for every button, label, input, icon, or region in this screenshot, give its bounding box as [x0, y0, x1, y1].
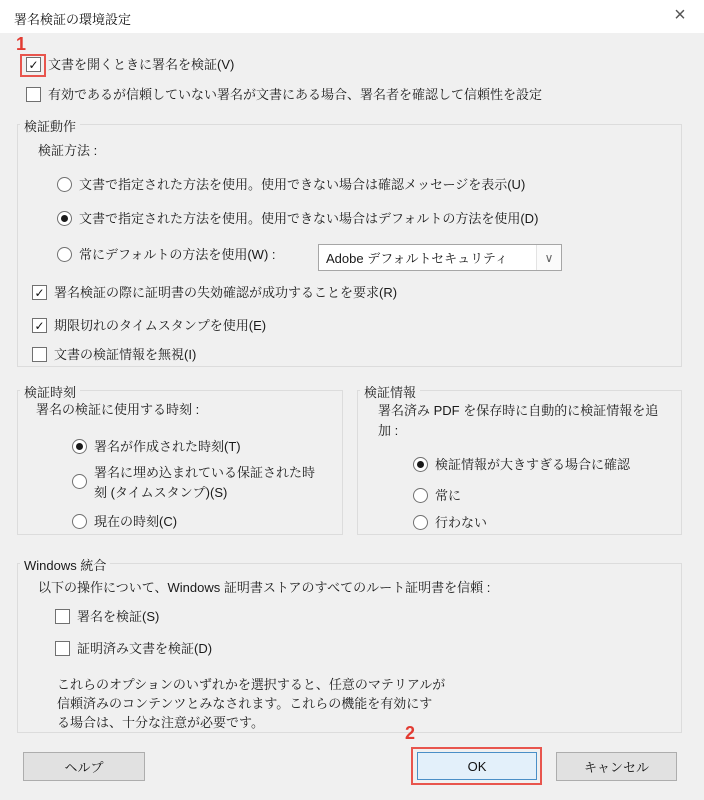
confirm-signer-checkbox[interactable] — [26, 87, 41, 102]
radio-time-current-label: 現在の時刻(C) — [94, 514, 178, 529]
checkbox-require-revocation-label: 署名検証の際に証明書の失効確認が成功することを要求(R) — [54, 285, 398, 300]
radio-use-document-method-default-row — [57, 210, 538, 227]
radio-info-always-label: 常に — [435, 488, 462, 503]
verify-on-open-checkbox[interactable] — [26, 57, 41, 72]
checkbox-expired-timestamps[interactable] — [32, 318, 47, 333]
confirm-signer-row — [26, 86, 542, 103]
chevron-down-icon: ∨ — [536, 245, 561, 270]
check-icon: ✓ — [34, 318, 45, 333]
radio-info-ask-too-big-row — [413, 456, 630, 473]
check-icon: ✓ — [28, 57, 39, 72]
radio-use-document-method-prompt-label: 文書で指定された方法を使用。使用できない場合は確認メッセージを表示(U) — [79, 177, 526, 192]
radio-use-document-method-prompt-row — [57, 176, 525, 193]
warning-text-line-1: これらのオプションのいずれかを選択すると、任意のマテリアルが — [57, 677, 446, 692]
radio-use-document-method-default[interactable] — [57, 211, 72, 226]
titlebar — [0, 0, 704, 33]
radio-time-embedded-label: 署名に埋め込まれている保証された時刻 (タイムスタンプ)(S) — [94, 465, 316, 500]
checkbox-require-revocation-row — [32, 284, 397, 301]
checkbox-ignore-validation-info-row — [32, 346, 196, 363]
close-button[interactable] — [658, 0, 702, 30]
verification-method-label: 検証方法 : — [38, 143, 98, 158]
group-verification-info-legend: 検証情報 — [360, 382, 420, 401]
windows-intro-label: 以下の操作について、Windows 証明書ストアのすべてのルート証明書を信頼 : — [38, 580, 491, 595]
radio-info-never[interactable] — [413, 515, 428, 530]
radio-info-ask-too-big-label: 検証情報が大きすぎる場合に確認 — [435, 457, 631, 472]
group-verification-behavior-legend: 検証動作 — [20, 116, 80, 135]
verify-on-open-label: 文書を開くときに署名を検証(V) — [48, 57, 235, 72]
annotation-number-2: 2 — [405, 723, 416, 743]
radio-time-current[interactable] — [72, 514, 87, 529]
close-icon: × — [674, 4, 686, 26]
checkbox-validate-certified-label: 証明済み文書を検証(D) — [77, 641, 213, 656]
info-intro-label: 署名済み PDF を保存時に自動的に検証情報を追加 : — [378, 403, 659, 438]
checkbox-ignore-validation-info-label: 文書の検証情報を無視(I) — [54, 347, 197, 362]
checkbox-validate-signatures-label: 署名を検証(S) — [77, 609, 160, 624]
cancel-button[interactable]: キャンセル — [556, 752, 677, 781]
check-icon: ✓ — [34, 285, 45, 300]
default-security-dropdown[interactable] — [318, 244, 562, 271]
radio-always-default-method[interactable] — [57, 247, 72, 262]
warning-text-line-2: 信頼済みのコンテンツとみなされます。これらの機能を有効にす — [57, 696, 433, 711]
radio-time-signed-row — [72, 438, 241, 455]
checkbox-validate-certified[interactable] — [55, 641, 70, 656]
radio-info-always[interactable] — [413, 488, 428, 503]
checkbox-require-revocation[interactable] — [32, 285, 47, 300]
checkbox-validate-certified-row — [55, 640, 212, 657]
group-verification-time-legend: 検証時刻 — [20, 382, 80, 401]
checkbox-expired-timestamps-row — [32, 317, 266, 334]
radio-time-signed[interactable] — [72, 439, 87, 454]
radio-info-never-row — [413, 514, 487, 531]
radio-time-current-row — [72, 513, 177, 530]
checkbox-ignore-validation-info[interactable] — [32, 347, 47, 362]
ok-button[interactable]: OK — [417, 752, 537, 780]
checkbox-expired-timestamps-label: 期限切れのタイムスタンプを使用(E) — [54, 318, 267, 333]
radio-always-default-method-label: 常にデフォルトの方法を使用(W) : — [79, 247, 276, 262]
radio-use-document-method-default-label: 文書で指定された方法を使用。使用できない場合はデフォルトの方法を使用(D) — [79, 211, 539, 226]
time-intro-label: 署名の検証に使用する時刻 : — [36, 402, 200, 417]
radio-time-embedded[interactable] — [72, 474, 87, 489]
checkbox-validate-signatures-row — [55, 608, 159, 625]
verify-on-open-row — [26, 56, 234, 73]
help-button[interactable]: ヘルプ — [23, 752, 145, 781]
window-title: 署名検証の環境設定 — [14, 12, 132, 27]
warning-text-line-3: る場合は、十分な注意が必要です。 — [57, 715, 264, 730]
radio-info-never-label: 行わない — [435, 515, 488, 530]
confirm-signer-label: 有効であるが信頼していない署名が文書にある場合、署名者を確認して信頼性を設定 — [48, 87, 543, 102]
checkbox-validate-signatures[interactable] — [55, 609, 70, 624]
radio-time-embedded-row — [72, 463, 327, 503]
radio-time-signed-label: 署名が作成された時刻(T) — [94, 439, 241, 454]
group-windows-integration-legend: Windows 統合 — [20, 555, 110, 574]
radio-use-document-method-prompt[interactable] — [57, 177, 72, 192]
radio-always-default-method-row — [57, 246, 276, 263]
default-security-dropdown-value: Adobe デフォルトセキュリティ — [326, 251, 508, 266]
annotation-number-1: 1 — [16, 34, 27, 54]
radio-info-always-row — [413, 487, 461, 504]
radio-info-ask-too-big[interactable] — [413, 457, 428, 472]
